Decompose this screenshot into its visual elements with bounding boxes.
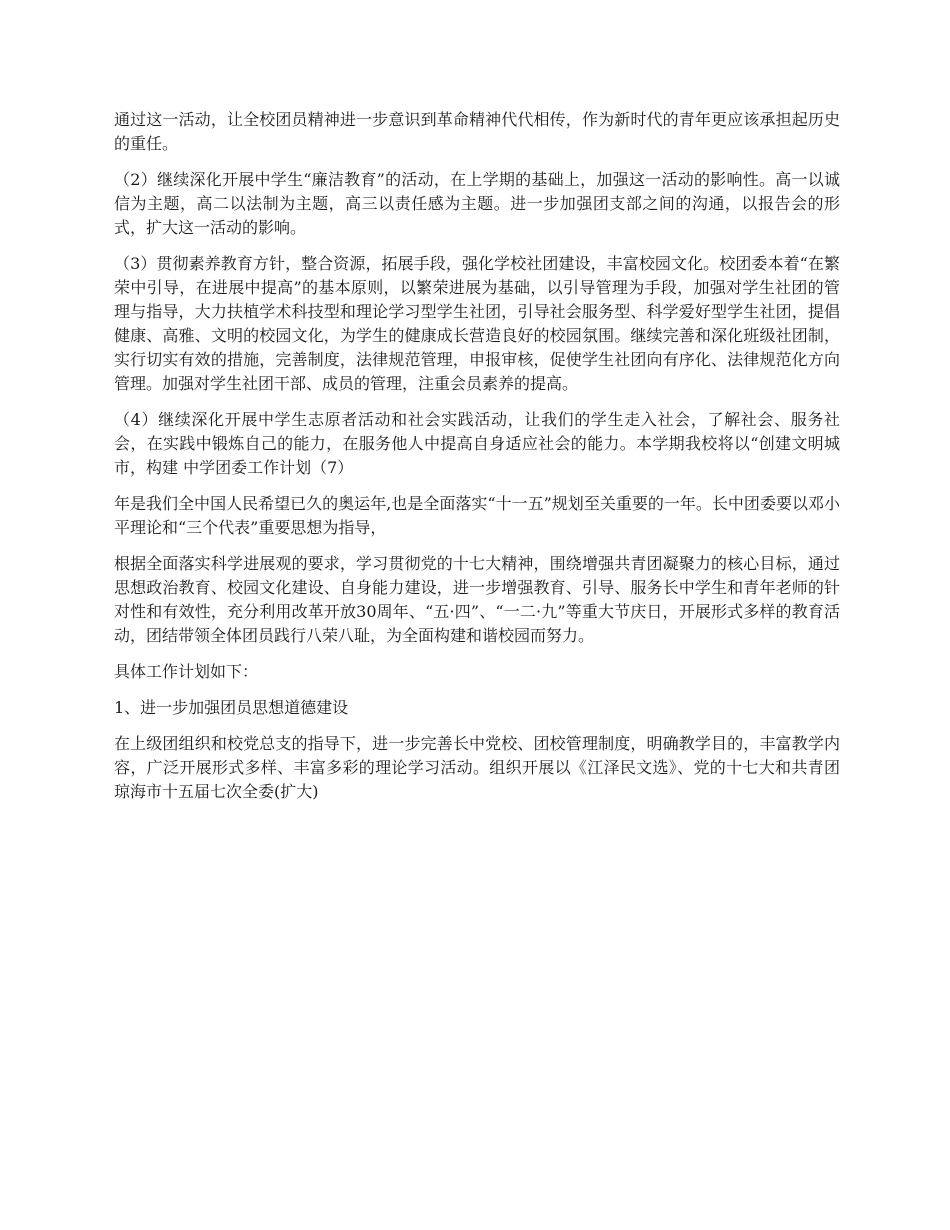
paragraph-item-4: （4）继续深化开展中学生志原者活动和社会实践活动，让我们的学生走入社会，了解社会、服务社会，在实践中锻炼自己的能力，在服务他人中提高自身适应社会的能力。本学期我校将以“创建文明城市，构建 中学团委工作计划（7）: [114, 410, 840, 477]
section-heading-1: 1、进一步加强团员思想道德建设: [114, 698, 349, 717]
paragraph-item-2: （2）继续深化开展中学生“廉洁教育”的活动，在上学期的基础上，加强这一活动的影响性。高一以诚信为主题，高二以法制为主题，高三以责任感为主题。进一步加强团支部之间的沟通，以报告会的形式，扩大这一活动的影响。: [114, 170, 840, 237]
paragraph-plan-heading: 具体工作计划如下：: [114, 662, 259, 681]
paragraph-section-1-body: 在上级团组织和校党总支的指导下，进一步完善长中党校、团校管理制度，明确教学目的，丰富教学内容，广泛开展形式多样、丰富多彩的理论学习活动。组织开展以《江泽民文选》、党的十七大和共青团琼海市十五届七次全委(扩大): [114, 734, 840, 801]
paragraph-intro: 通过这一活动，让全校团员精神进一步意识到革命精神代代相传，作为新时代的青年更应该承担起历史的重任。: [114, 110, 840, 153]
paragraph-item-3: （3）贯彻素养教育方针，整合资源，拓展手段，强化学校社团建设，丰富校园文化。校团委本着“在繁荣中引导，在进展中提高”的基本原则，以繁荣进展为基础，以引导管理为手段，加强对学生社团的管理与指导，大力扶植学术科技型和理论学习型学生社团，引导社会服务型、科学爱好型学生社团，提倡健康、高雅、文明的校园文化，为学生的健康成长营造良好的校园氛围。继续完善和深化班级社团制，实行切实有效的措施，完善制度，法律规范管理，申报审核，促使学生社团向有序化、法律规范化方向管理。加强对学生社团干部、成员的管理，注重会员素养的提高。: [114, 254, 840, 393]
paragraph-guiding-principle: 根据全面落实科学进展观的要求，学习贯彻党的十七大精神，围绕增强共青团凝聚力的核心目标，通过思想政治教育、校园文化建设、自身能力建设，进一步增强教育、引导、服务长中学生和青年老师的针对性和有效性，充分利用改革开放30周年、“五·四”、“一二·九”等重大节庆日，开展形式多样的教育活动，团结带领全体团员践行八荣八耻，为全面构建和谐校园而努力。: [114, 554, 840, 645]
document-body: [114, 108, 840, 816]
paragraph-olympic-year: 年是我们全中国人民希望已久的奥运年,也是全面落实“十一五”规划至关重要的一年。长中团委要以邓小平理论和“三个代表”重要思想为指导，: [114, 494, 840, 537]
